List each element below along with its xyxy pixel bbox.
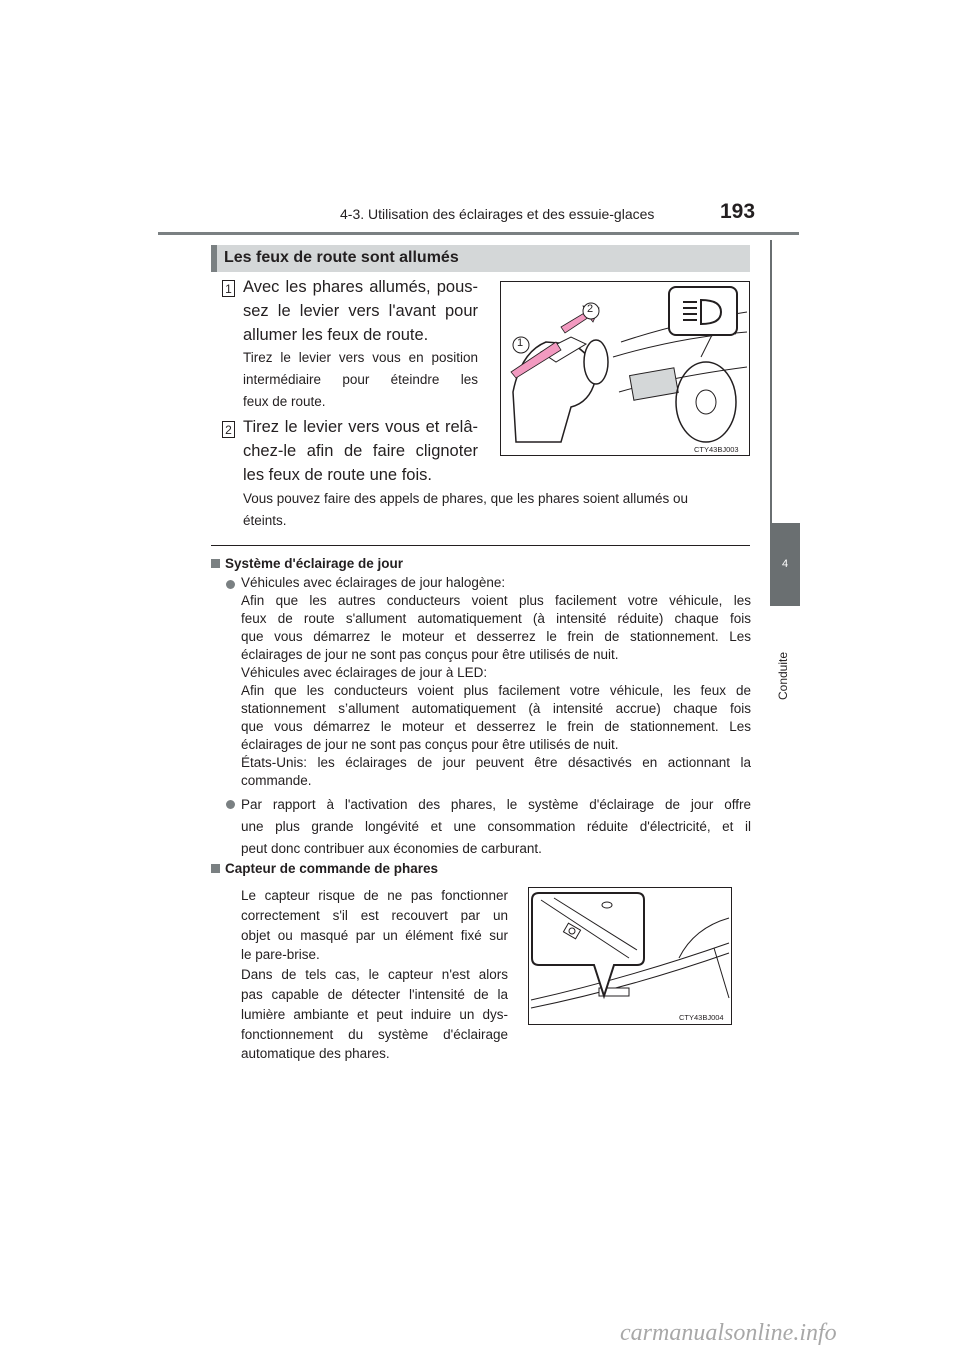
- text-line: pas capable de détecter l'intensité de la: [241, 986, 508, 1002]
- drl-heading-text: Système d'éclairage de jour: [225, 556, 404, 571]
- drl-bullet-1: [241, 574, 751, 790]
- sensor-text: [241, 886, 508, 1064]
- text-line: Tirez le levier vers vous en position: [243, 350, 478, 365]
- figure-headlight-lever: [500, 281, 750, 456]
- watermark: carmanualsonline.info: [620, 1320, 837, 1346]
- text-line: automatique des phares.: [241, 1046, 390, 1062]
- sensor-heading: [211, 861, 438, 876]
- text-line: chez-le afin de faire clignoter: [243, 442, 478, 460]
- figure-code: CTY43BJ004: [679, 1013, 724, 1022]
- text-line: peut donc contribuer aux économies de carburant.: [241, 841, 542, 856]
- text-line: lumière ambiante et peut induire un dys-: [241, 1006, 508, 1022]
- running-header: 4-3. Utilisation des éclairages et des essuie-glaces: [340, 206, 655, 222]
- step-number: 1: [222, 280, 235, 297]
- round-bullet-icon: [226, 800, 235, 809]
- figure-sensor: [528, 887, 732, 1025]
- round-bullet-icon: [226, 580, 235, 589]
- text-line: commande.: [241, 773, 312, 788]
- drl-bullet-2: [241, 794, 751, 860]
- text-line: éclairages de jour ne sont pas conçus pour être utilisés de nuit.: [241, 737, 619, 752]
- text-line: Le capteur risque de ne pas fonctionner: [241, 888, 508, 903]
- step-number: 2: [222, 421, 235, 438]
- page-number: 193: [720, 200, 756, 223]
- square-bullet-icon: [211, 864, 220, 873]
- side-tab-track: [770, 240, 800, 523]
- text-line: feux de route.: [243, 394, 326, 409]
- step-2-text: [243, 415, 478, 487]
- step-2-note: [243, 488, 753, 532]
- callout-2: 2: [587, 303, 594, 315]
- text-line: allumer les feux de route.: [243, 326, 429, 344]
- text-line: objet ou masqué par un élément fixé sur: [241, 927, 508, 943]
- chapter-tab-label: Conduite: [776, 651, 790, 700]
- text-line: stationnement s’allument automatiquement (à intensité accrue) chaque fois: [241, 701, 751, 716]
- callout-1: 1: [517, 337, 524, 349]
- section-title: Les feux de route sont allumés: [224, 249, 459, 266]
- text-line: Tirez le levier vers vous et relâ-: [243, 418, 478, 436]
- square-bullet-icon: [211, 559, 220, 568]
- lever-illustration: [501, 282, 749, 455]
- sensor-heading-text: Capteur de commande de phares: [225, 861, 439, 876]
- text-line: que vous démarrez le moteur et desserrez le frein de stationnement. Les: [241, 719, 751, 734]
- header-rule: [158, 232, 799, 235]
- text-line: Afin que les autres conducteurs voient plus facilement votre véhicule, les: [241, 593, 751, 608]
- text-line: États-Unis: les éclairages de jour peuvent être désactivés en actionnant la: [241, 755, 751, 770]
- text-line: Afin que les conducteurs voient plus facilement votre véhicule, les feux de: [241, 683, 751, 698]
- text-line: feux de route s'allument automatiquement (à intensité réduite) chaque fois: [241, 611, 751, 626]
- section-divider: [211, 545, 750, 546]
- figure-code: CTY43BJ003: [694, 445, 739, 454]
- text-line: éteints.: [243, 513, 287, 528]
- text-line: correctement s'il est recouvert par un: [241, 907, 508, 923]
- text-line: Véhicules avec éclairages de jour à LED:: [241, 665, 488, 680]
- text-line: éclairages de jour ne sont pas conçus pour être utilisés de nuit.: [241, 647, 619, 662]
- text-line: Avec les phares allumés, pous-: [243, 278, 478, 296]
- step-1-text: [243, 275, 478, 347]
- text-line: intermédiaire pour éteindre les: [243, 372, 478, 387]
- text-line: que vous démarrez le moteur et desserrez le frein de stationnement. Les: [241, 629, 751, 644]
- text-line: Par rapport à l'activation des phares, le système d'éclairage de jour offre: [241, 797, 751, 812]
- sensor-illustration: [529, 888, 731, 1024]
- drl-heading: [211, 556, 403, 571]
- text-line: sez le levier vers l'avant pour: [243, 302, 478, 320]
- text-line: une plus grande longévité et une consommation réduite d'électricité, et il: [241, 819, 751, 834]
- text-line: les feux de route une fois.: [243, 466, 432, 484]
- text-line: Dans de tels cas, le capteur n'est alors: [241, 967, 508, 983]
- chapter-tab-number: 4: [770, 523, 800, 606]
- text-line: Véhicules avec éclairages de jour halogène:: [241, 575, 506, 590]
- text-line: fonctionnement du système d'éclairage: [241, 1026, 508, 1042]
- text-line: Vous pouvez faire des appels de phares, que les phares soient allumés ou: [243, 491, 689, 506]
- text-line: le pare-brise.: [241, 947, 320, 963]
- step-1-note: [243, 347, 478, 413]
